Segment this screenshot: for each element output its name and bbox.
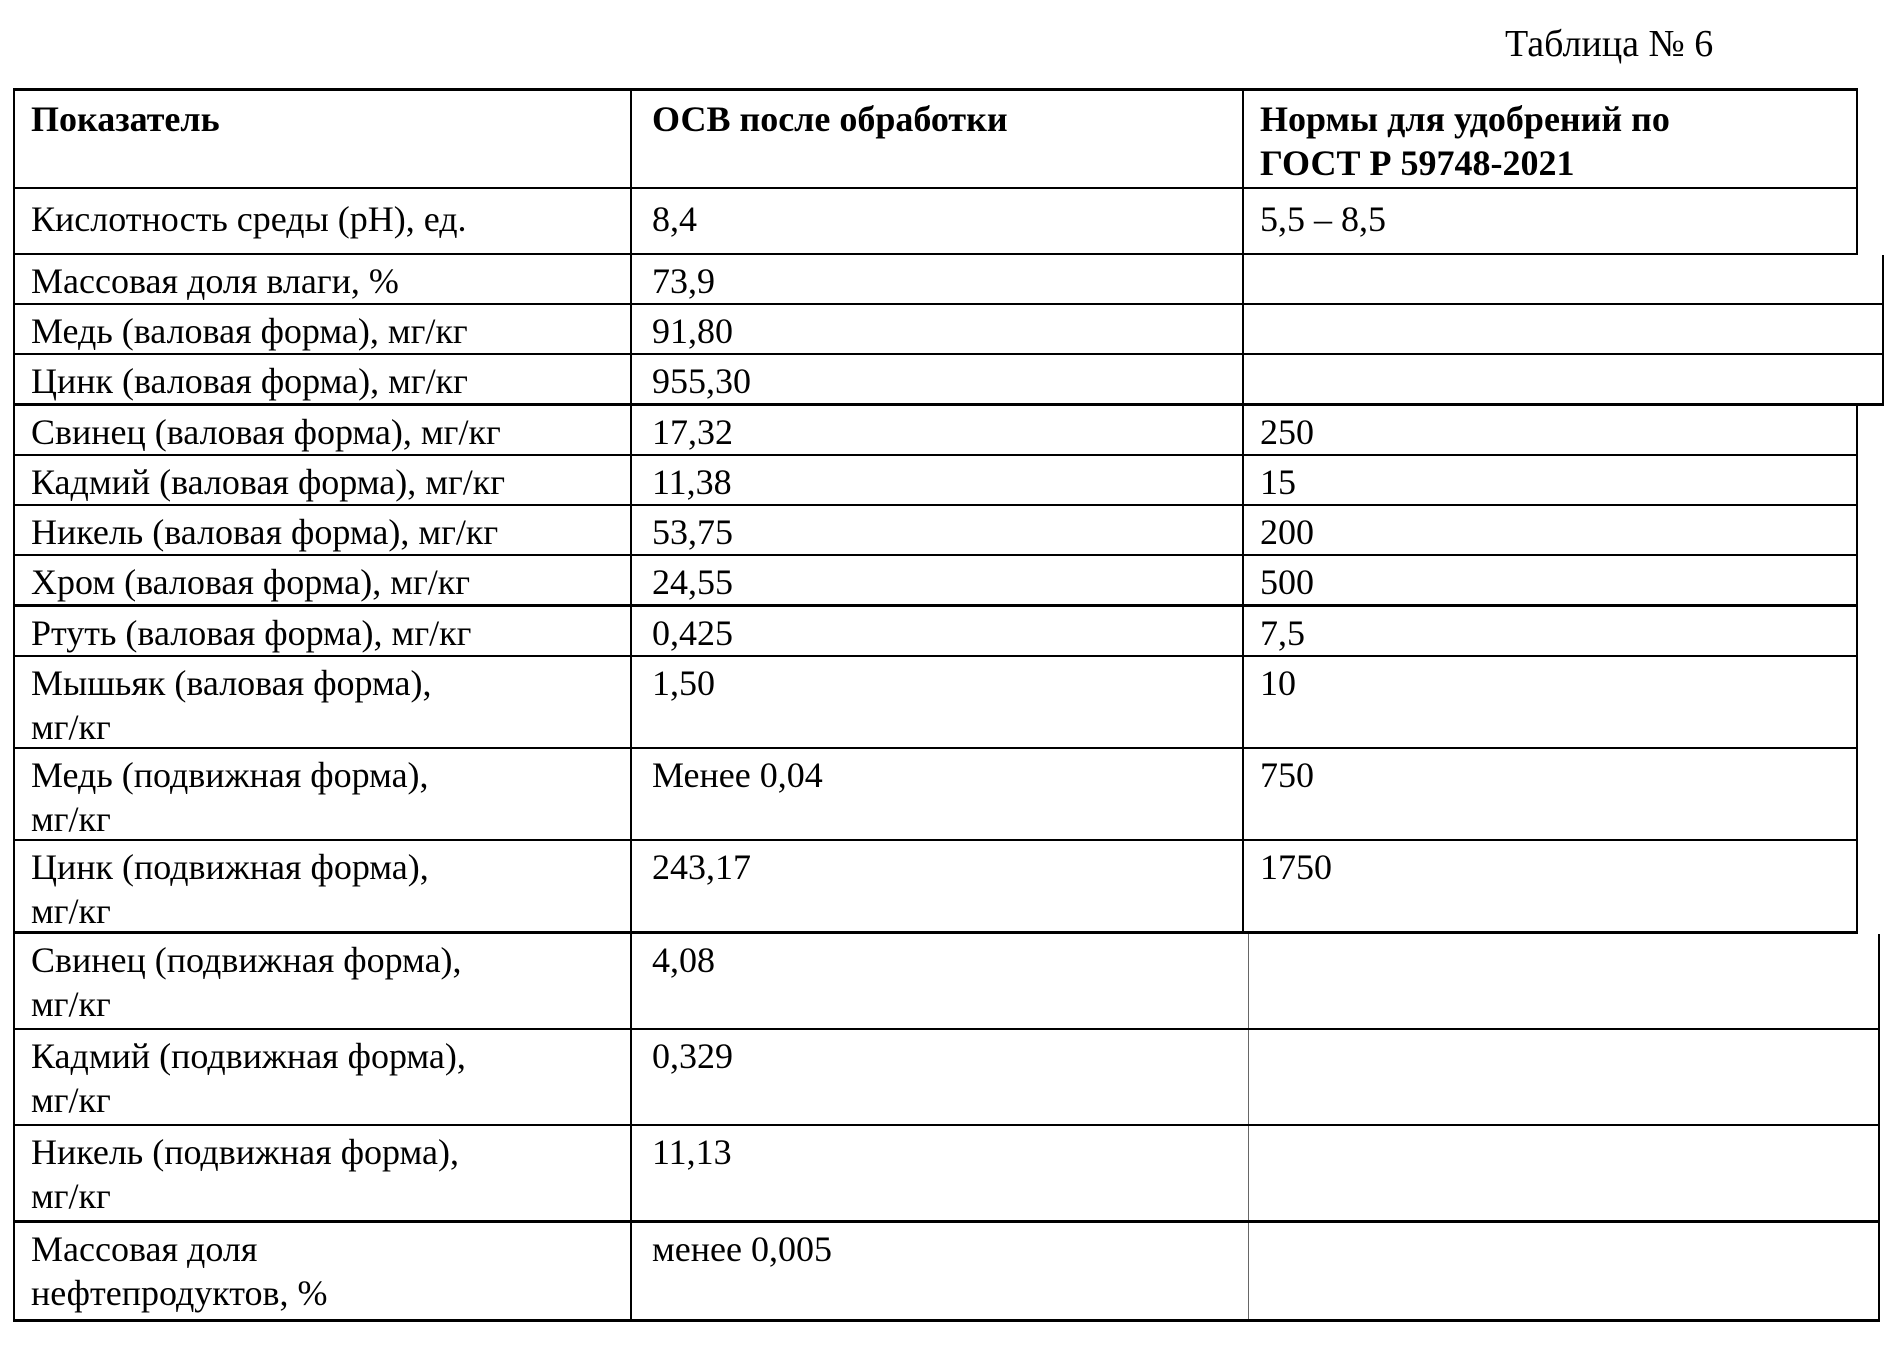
indicator-cell: Никель (валовая форма), мг/кг bbox=[31, 512, 499, 552]
norm-cell bbox=[1248, 934, 1878, 1028]
value-cell: 11,13 bbox=[630, 1126, 1248, 1220]
norm-cell bbox=[1242, 355, 1882, 403]
table-row bbox=[15, 255, 1882, 305]
norm-cell bbox=[1242, 305, 1882, 353]
indicator-cell: Кадмий (валовая форма), мг/кг bbox=[31, 462, 506, 502]
indicator-cell: Цинк (валовая форма), мг/кг bbox=[31, 361, 468, 401]
table-block-bottom bbox=[13, 934, 1880, 1322]
value-cell: 91,80 bbox=[630, 305, 1242, 353]
indicator-cell: Кадмий (подвижная форма), мг/кг bbox=[31, 1036, 466, 1120]
table-row bbox=[15, 456, 1856, 506]
table-row bbox=[15, 355, 1882, 406]
value-cell: 243,17 bbox=[630, 841, 1242, 931]
norm-cell: 500 bbox=[1242, 556, 1856, 604]
value-cell: 955,30 bbox=[630, 355, 1242, 403]
table-row bbox=[15, 406, 1856, 456]
header-row bbox=[15, 91, 1856, 189]
table-row bbox=[15, 1223, 1878, 1322]
page-title: Таблица № 6 bbox=[1505, 23, 1714, 65]
table-row bbox=[15, 657, 1856, 749]
indicator-cell: Массовая доля влаги, % bbox=[31, 261, 399, 301]
value-cell: 73,9 bbox=[630, 255, 1242, 303]
indicator-cell: Кислотность среды (pH), ед. bbox=[31, 199, 467, 239]
norm-cell: 5,5 – 8,5 bbox=[1242, 189, 1856, 253]
norm-cell: 1750 bbox=[1242, 841, 1856, 931]
table-row bbox=[15, 607, 1856, 657]
indicator-cell: Мышьяк (валовая форма), мг/кг bbox=[31, 663, 432, 747]
norm-cell: 10 bbox=[1242, 657, 1856, 747]
column-header-norm: Нормы для удобрений по ГОСТ Р 59748-2021 bbox=[1242, 91, 1856, 187]
table-row bbox=[15, 506, 1856, 556]
indicator-cell: Медь (подвижная форма), мг/кг bbox=[31, 755, 429, 839]
value-cell: 0,425 bbox=[630, 607, 1242, 655]
value-cell: 4,08 bbox=[630, 934, 1248, 1028]
table-row bbox=[15, 934, 1878, 1030]
norm-cell: 15 bbox=[1242, 456, 1856, 504]
table-row bbox=[15, 841, 1856, 934]
indicator-cell: Ртуть (валовая форма), мг/кг bbox=[31, 613, 472, 653]
norm-cell bbox=[1248, 1223, 1878, 1319]
value-cell: 53,75 bbox=[630, 506, 1242, 554]
table-row bbox=[15, 1126, 1878, 1223]
table-block-middle bbox=[13, 406, 1858, 934]
norm-cell bbox=[1242, 255, 1882, 303]
indicator-cell: Свинец (подвижная форма), мг/кг bbox=[31, 940, 462, 1024]
norm-cell: 750 bbox=[1242, 749, 1856, 839]
table-block-top bbox=[13, 88, 1858, 255]
column-header-indicator: Показатель bbox=[31, 99, 220, 139]
value-cell: менее 0,005 bbox=[630, 1223, 1248, 1319]
indicator-cell: Массовая доля нефтепродуктов, % bbox=[31, 1229, 328, 1313]
norm-cell: 7,5 bbox=[1242, 607, 1856, 655]
table-block-extended bbox=[13, 255, 1884, 406]
value-cell: 8,4 bbox=[630, 189, 1242, 253]
norm-cell: 250 bbox=[1242, 406, 1856, 454]
column-header-value: ОСВ после обработки bbox=[630, 91, 1242, 187]
table-row bbox=[15, 1030, 1878, 1126]
data-table bbox=[13, 88, 1884, 1322]
value-cell: 0,329 bbox=[630, 1030, 1248, 1124]
indicator-cell: Хром (валовая форма), мг/кг bbox=[31, 562, 471, 602]
norm-cell bbox=[1248, 1030, 1878, 1124]
indicator-cell: Никель (подвижная форма), мг/кг bbox=[31, 1132, 459, 1216]
table-row bbox=[15, 749, 1856, 841]
norm-cell: 200 bbox=[1242, 506, 1856, 554]
table-row bbox=[15, 556, 1856, 607]
table-row bbox=[15, 189, 1856, 255]
table-row bbox=[15, 305, 1882, 355]
indicator-cell: Свинец (валовая форма), мг/кг bbox=[31, 412, 501, 452]
norm-cell bbox=[1248, 1126, 1878, 1220]
indicator-cell: Медь (валовая форма), мг/кг bbox=[31, 311, 468, 351]
value-cell: 24,55 bbox=[630, 556, 1242, 604]
value-cell: 11,38 bbox=[630, 456, 1242, 504]
value-cell: Менее 0,04 bbox=[630, 749, 1242, 839]
value-cell: 17,32 bbox=[630, 406, 1242, 454]
indicator-cell: Цинк (подвижная форма), мг/кг bbox=[31, 847, 429, 931]
value-cell: 1,50 bbox=[630, 657, 1242, 747]
